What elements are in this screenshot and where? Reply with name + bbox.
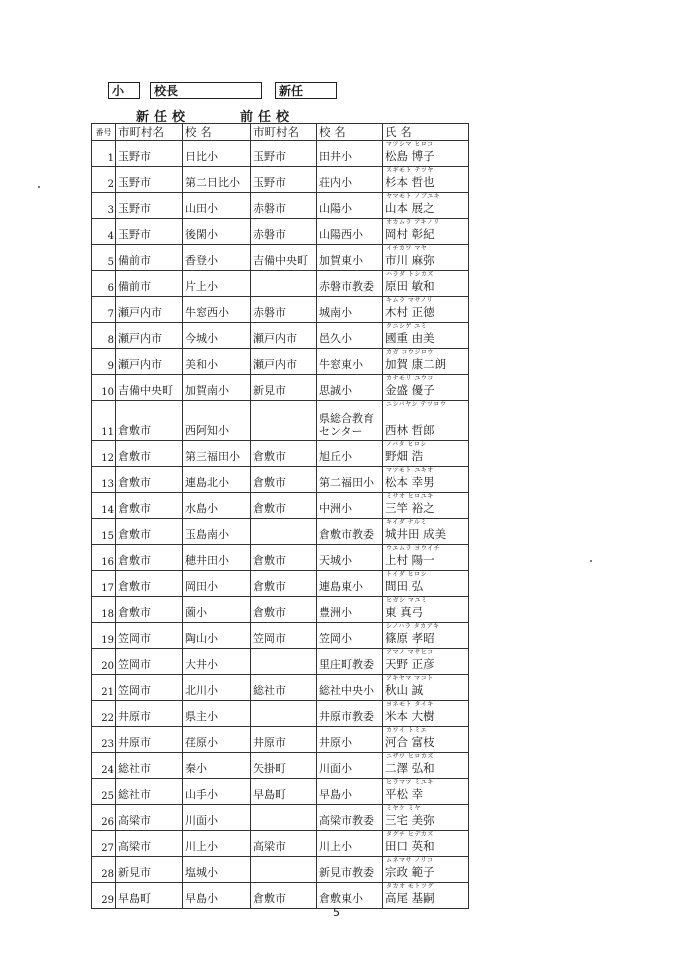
scan-speck	[38, 186, 40, 188]
prev-city-cell: 玉野市	[251, 141, 317, 167]
name-cell	[383, 375, 469, 401]
person-name: 平松 幸	[385, 787, 424, 801]
person-name: 河合 富枝	[385, 735, 435, 749]
row-number: 7	[92, 297, 116, 323]
row-number: 29	[92, 883, 116, 909]
new-school-cell: 香登小	[183, 245, 251, 271]
person-name: 原田 敏和	[385, 279, 435, 293]
name-cell	[383, 141, 469, 167]
new-city-cell: 井原市	[116, 701, 183, 727]
name-cell	[383, 519, 469, 545]
prev-city-cell: 倉敷市	[251, 883, 317, 909]
table-row	[92, 375, 469, 401]
prev-school-cell: 連島東小	[317, 571, 383, 597]
name-cell	[383, 349, 469, 375]
name-reading: キイダ ナルミ	[386, 519, 427, 526]
table-row	[92, 727, 469, 753]
new-school-cell: 北川小	[183, 675, 251, 701]
row-number: 14	[92, 493, 116, 519]
prev-school-cell: 新見市教委	[317, 857, 383, 883]
name-cell	[383, 245, 469, 271]
name-cell	[383, 467, 469, 493]
prev-city-cell: 赤磐市	[251, 297, 317, 323]
name-reading: タカオ モトツグ	[386, 883, 434, 890]
prev-city-cell: 倉敷市	[251, 493, 317, 519]
table-row	[92, 349, 469, 375]
new-school-cell: 美和小	[183, 349, 251, 375]
new-city-cell: 玉野市	[116, 167, 183, 193]
row-number: 5	[92, 245, 116, 271]
name-reading: カワイ トミエ	[386, 727, 428, 734]
name-cell	[383, 401, 469, 441]
name-reading: ミヤケ ミヤ	[386, 805, 421, 812]
new-city-cell: 笠岡市	[116, 675, 183, 701]
new-school-cell: 第三福田小	[183, 441, 251, 467]
new-school-cell: 加賀南小	[183, 375, 251, 401]
status-box: 新任	[275, 82, 337, 99]
name-reading: ムネマサ ノリコ	[386, 857, 434, 864]
new-school-cell: 陶山小	[183, 623, 251, 649]
table-row	[92, 219, 469, 245]
table-row	[92, 193, 469, 219]
name-reading: マツモト ユキオ	[386, 467, 434, 474]
new-school-cell: 山田小	[183, 193, 251, 219]
new-school-cell: 後閑小	[183, 219, 251, 245]
person-name: 三竿 裕之	[385, 501, 435, 515]
table-header-row	[92, 124, 469, 141]
prev-school-cell: 井原市教委	[317, 701, 383, 727]
person-name: 城井田 成美	[385, 527, 447, 541]
name-reading: キムラ マサノリ	[386, 297, 434, 304]
person-name: 加賀 康二朗	[385, 357, 447, 371]
table-row	[92, 493, 469, 519]
new-school-cell: 川面小	[183, 805, 251, 831]
row-number: 13	[92, 467, 116, 493]
person-name: 東 真弓	[385, 605, 424, 619]
prev-city-cell: 瀬戸内市	[251, 349, 317, 375]
prev-school-cell: 川上小	[317, 831, 383, 857]
new-school-cell: 連島北小	[183, 467, 251, 493]
table-row	[92, 675, 469, 701]
new-school-cell: 荏原小	[183, 727, 251, 753]
table-row	[92, 141, 469, 167]
name-reading: ヒラマツ ミユキ	[386, 779, 434, 786]
row-number: 6	[92, 271, 116, 297]
name-cell	[383, 701, 469, 727]
new-school-cell: 川上小	[183, 831, 251, 857]
new-school-cell: 県主小	[183, 701, 251, 727]
table-row	[92, 831, 469, 857]
table-row	[92, 597, 469, 623]
prev-city-cell: 笠岡市	[251, 623, 317, 649]
person-name: 木村 正徳	[385, 305, 435, 319]
table-row	[92, 571, 469, 597]
name-reading: ヒガシ マユミ	[386, 597, 428, 604]
prev-city-cell	[251, 701, 317, 727]
table-row	[92, 297, 469, 323]
person-name: 天野 正彦	[385, 657, 435, 671]
prev-city-cell: 倉敷市	[251, 467, 317, 493]
row-number: 18	[92, 597, 116, 623]
prev-school-cell: 荘内小	[317, 167, 383, 193]
new-city-cell: 玉野市	[116, 193, 183, 219]
new-school-cell: 西阿知小	[183, 401, 251, 441]
new-school-cell: 今城小	[183, 323, 251, 349]
name-cell	[383, 219, 469, 245]
table-row	[92, 467, 469, 493]
prev-city-cell: 総社市	[251, 675, 317, 701]
name-cell	[383, 753, 469, 779]
row-number: 25	[92, 779, 116, 805]
table-row	[92, 519, 469, 545]
prev-city-cell: 瀬戸内市	[251, 323, 317, 349]
prev-school-cell: 倉敷東小	[317, 883, 383, 909]
row-number: 19	[92, 623, 116, 649]
name-reading: アキヤマ マコト	[386, 675, 434, 682]
person-name: 高尾 基嗣	[385, 891, 435, 905]
new-city-cell: 備前市	[116, 245, 183, 271]
name-cell	[383, 727, 469, 753]
prev-school-cell: 牛窓東小	[317, 349, 383, 375]
name-cell	[383, 323, 469, 349]
col-header-prev-school: 校 名	[317, 124, 383, 141]
row-number: 9	[92, 349, 116, 375]
person-name: 上村 陽一	[385, 553, 435, 567]
prev-city-cell: 井原市	[251, 727, 317, 753]
prev-school-cell: 早島小	[317, 779, 383, 805]
new-city-cell: 瀬戸内市	[116, 323, 183, 349]
prev-school-cell: 田井小	[317, 141, 383, 167]
col-header-prev-city: 市町村名	[251, 124, 317, 141]
row-number: 1	[92, 141, 116, 167]
new-city-cell: 倉敷市	[116, 571, 183, 597]
col-header-new-school: 校 名	[183, 124, 251, 141]
scan-speck	[590, 560, 592, 562]
row-number: 10	[92, 375, 116, 401]
new-city-cell: 瀬戸内市	[116, 349, 183, 375]
prev-city-cell	[251, 519, 317, 545]
person-name: 宗政 範子	[385, 865, 435, 879]
new-city-cell: 倉敷市	[116, 519, 183, 545]
name-reading: ヤマモト ノブユキ	[386, 193, 441, 200]
new-school-cell: 片上小	[183, 271, 251, 297]
name-reading: ニザワ ヒロカズ	[386, 753, 434, 760]
prev-city-cell	[251, 805, 317, 831]
name-reading: ヨネモト タイキ	[386, 701, 434, 708]
person-name: 市川 麻弥	[385, 253, 435, 267]
person-name: 野畑 浩	[385, 449, 424, 463]
prev-school-cell: 川面小	[317, 753, 383, 779]
new-city-cell: 笠岡市	[116, 623, 183, 649]
prev-school-cell: 旭丘小	[317, 441, 383, 467]
name-cell	[383, 649, 469, 675]
name-reading: クニシゲ ユミ	[386, 323, 428, 330]
row-number: 20	[92, 649, 116, 675]
name-cell	[383, 493, 469, 519]
name-cell	[383, 831, 469, 857]
new-city-cell: 笠岡市	[116, 649, 183, 675]
name-reading: シノハラ タカアキ	[386, 623, 440, 630]
table-row	[92, 167, 469, 193]
row-number: 12	[92, 441, 116, 467]
table-row	[92, 623, 469, 649]
name-reading: ウエムラ ヨウイチ	[386, 545, 441, 552]
row-number: 8	[92, 323, 116, 349]
prev-city-cell: 吉備中央町	[251, 245, 317, 271]
name-reading: スギモト テツヤ	[386, 167, 434, 174]
new-school-cell: 第二日比小	[183, 167, 251, 193]
new-city-cell: 高梁市	[116, 805, 183, 831]
personnel-table	[91, 123, 469, 909]
table-row	[92, 883, 469, 909]
prev-city-cell	[251, 857, 317, 883]
prev-city-cell: 倉敷市	[251, 597, 317, 623]
row-number: 21	[92, 675, 116, 701]
name-cell	[383, 675, 469, 701]
person-name: 松本 幸男	[385, 475, 435, 489]
name-reading: オカムラ アキノリ	[386, 219, 440, 226]
table-row	[92, 245, 469, 271]
name-cell	[383, 271, 469, 297]
new-school-cell: 山手小	[183, 779, 251, 805]
name-reading: アマノ マサヒコ	[386, 649, 434, 656]
person-name: 國重 由美	[385, 331, 435, 345]
person-name: 二澤 弘和	[385, 761, 435, 775]
prev-school-cell: 笠岡小	[317, 623, 383, 649]
prev-city-cell: 矢掛町	[251, 753, 317, 779]
col-header-name: 氏 名	[383, 124, 469, 141]
prev-school-cell: 里庄町教委	[317, 649, 383, 675]
new-city-cell: 総社市	[116, 779, 183, 805]
row-number: 2	[92, 167, 116, 193]
name-cell	[383, 545, 469, 571]
table-row	[92, 545, 469, 571]
prev-school-cell: 山陽小	[317, 193, 383, 219]
row-number: 4	[92, 219, 116, 245]
table-row	[92, 805, 469, 831]
new-school-cell: 牛窓西小	[183, 297, 251, 323]
new-school-cell: 日比小	[183, 141, 251, 167]
new-city-cell: 玉野市	[116, 219, 183, 245]
name-cell	[383, 779, 469, 805]
name-reading: ハラダ トシカズ	[386, 271, 434, 278]
name-reading: カナモリ ユウコ	[386, 375, 434, 382]
table-row	[92, 401, 469, 441]
position-box: 校長	[150, 82, 262, 99]
person-name: 岡村 彰紀	[385, 227, 435, 241]
prev-school-cell: 天城小	[317, 545, 383, 571]
name-reading: イチカワ マヤ	[386, 245, 428, 252]
new-city-cell: 総社市	[116, 753, 183, 779]
name-cell	[383, 193, 469, 219]
table-row	[92, 649, 469, 675]
new-school-cell: 秦小	[183, 753, 251, 779]
prev-school-cell: 倉敷市教委	[317, 519, 383, 545]
person-name: 秋山 誠	[385, 683, 424, 697]
name-cell	[383, 571, 469, 597]
name-cell	[383, 441, 469, 467]
new-school-cell: 早島小	[183, 883, 251, 909]
row-number: 26	[92, 805, 116, 831]
prev-city-cell: 高梁市	[251, 831, 317, 857]
name-cell	[383, 167, 469, 193]
prev-school-cell: 豊洲小	[317, 597, 383, 623]
row-number: 24	[92, 753, 116, 779]
prev-city-cell: 新見市	[251, 375, 317, 401]
name-cell	[383, 597, 469, 623]
name-cell	[383, 297, 469, 323]
person-name: 篠原 孝昭	[385, 631, 435, 645]
person-name: 山本 展之	[385, 201, 435, 215]
prev-school-cell: 城南小	[317, 297, 383, 323]
name-reading: ノバタ ヒロシ	[386, 441, 427, 448]
new-city-cell: 倉敷市	[116, 545, 183, 571]
new-city-cell: 倉敷市	[116, 597, 183, 623]
person-name: 田口 英和	[385, 839, 435, 853]
prev-city-cell: 早島町	[251, 779, 317, 805]
new-city-cell: 倉敷市	[116, 401, 183, 441]
name-cell	[383, 857, 469, 883]
table-row	[92, 753, 469, 779]
name-reading: トイダ ヒロシ	[386, 571, 428, 578]
prev-city-cell	[251, 401, 317, 441]
page-number: 5	[333, 906, 340, 919]
new-city-cell: 早島町	[116, 883, 183, 909]
name-reading: タグチ ヒデカズ	[386, 831, 434, 838]
prev-school-cell: 県総合教育センター	[317, 401, 383, 441]
name-cell	[383, 883, 469, 909]
new-city-cell: 倉敷市	[116, 441, 183, 467]
prev-school-cell: 加賀東小	[317, 245, 383, 271]
prev-city-cell	[251, 649, 317, 675]
name-reading: マツシマ ヒロコ	[386, 141, 434, 148]
prev-school-cell: 赤磐市教委	[317, 271, 383, 297]
table-row	[92, 857, 469, 883]
new-school-cell: 塩城小	[183, 857, 251, 883]
person-name: 西林 哲郎	[385, 423, 435, 437]
row-number: 23	[92, 727, 116, 753]
name-reading: ミサオ ヒロユキ	[386, 493, 434, 500]
name-reading: カガ コウジロウ	[386, 349, 434, 356]
new-city-cell: 高梁市	[116, 831, 183, 857]
col-header-new-city: 市町村名	[116, 124, 183, 141]
new-school-cell: 岡田小	[183, 571, 251, 597]
prev-school-cell: 中洲小	[317, 493, 383, 519]
new-city-cell: 井原市	[116, 727, 183, 753]
col-header-number: 番号	[92, 124, 116, 141]
name-cell	[383, 805, 469, 831]
row-number: 17	[92, 571, 116, 597]
table-row	[92, 701, 469, 727]
new-city-cell: 玉野市	[116, 141, 183, 167]
new-school-cell: 穂井田小	[183, 545, 251, 571]
prev-city-cell: 赤磐市	[251, 193, 317, 219]
row-number: 22	[92, 701, 116, 727]
previous-school-heading: 前任校	[240, 110, 295, 125]
prev-city-cell: 倉敷市	[251, 571, 317, 597]
table-row	[92, 271, 469, 297]
new-school-heading: 新任校	[136, 110, 191, 125]
new-city-cell: 吉備中央町	[116, 375, 183, 401]
name-reading: ニシバヤシ テツロウ	[386, 401, 447, 408]
prev-school-cell: 山陽西小	[317, 219, 383, 245]
person-name: 米本 大樹	[385, 709, 435, 723]
row-number: 28	[92, 857, 116, 883]
row-number: 15	[92, 519, 116, 545]
table-row	[92, 779, 469, 805]
row-number: 16	[92, 545, 116, 571]
person-name: 金盛 優子	[385, 383, 435, 397]
new-school-cell: 水島小	[183, 493, 251, 519]
name-cell	[383, 623, 469, 649]
new-city-cell: 新見市	[116, 857, 183, 883]
person-name: 三宅 美弥	[385, 813, 435, 827]
row-number: 11	[92, 401, 116, 441]
prev-school-cell: 総社中央小	[317, 675, 383, 701]
prev-city-cell: 玉野市	[251, 167, 317, 193]
row-number: 27	[92, 831, 116, 857]
prev-school-cell: 高梁市教委	[317, 805, 383, 831]
new-city-cell: 備前市	[116, 271, 183, 297]
prev-city-cell	[251, 271, 317, 297]
person-name: 間田 弘	[385, 579, 424, 593]
prev-city-cell: 赤磐市	[251, 219, 317, 245]
prev-school-cell: 思誠小	[317, 375, 383, 401]
prev-city-cell: 倉敷市	[251, 545, 317, 571]
new-city-cell: 倉敷市	[116, 467, 183, 493]
prev-school-cell: 第二福田小	[317, 467, 383, 493]
prev-school-cell: 井原小	[317, 727, 383, 753]
new-school-cell: 薗小	[183, 597, 251, 623]
person-name: 松島 博子	[385, 149, 435, 163]
prev-city-cell: 倉敷市	[251, 441, 317, 467]
new-city-cell: 倉敷市	[116, 493, 183, 519]
new-school-cell: 玉島南小	[183, 519, 251, 545]
row-number: 3	[92, 193, 116, 219]
new-city-cell: 瀬戸内市	[116, 297, 183, 323]
prev-school-cell: 邑久小	[317, 323, 383, 349]
table-row	[92, 323, 469, 349]
school-level-box: 小	[108, 82, 140, 99]
person-name: 杉本 哲也	[385, 175, 435, 189]
table-row	[92, 441, 469, 467]
new-school-cell: 大井小	[183, 649, 251, 675]
